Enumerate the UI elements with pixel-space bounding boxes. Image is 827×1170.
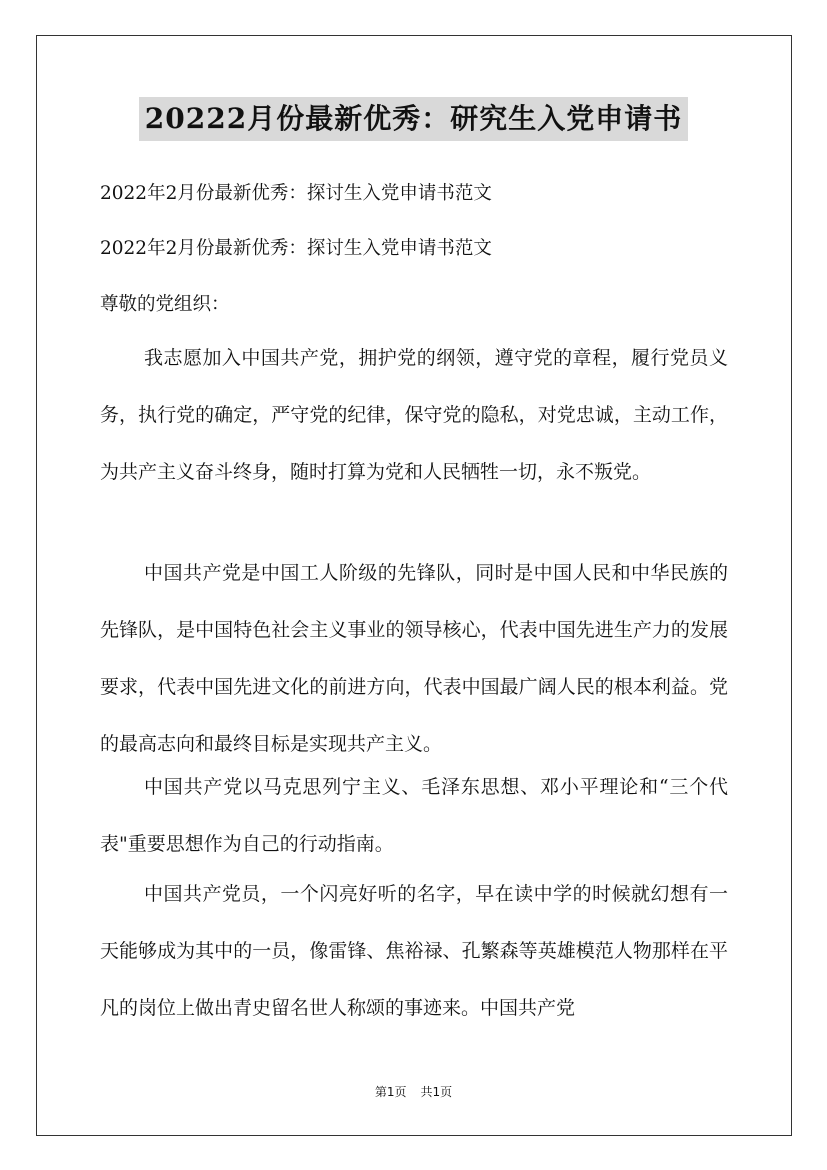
paragraph-3: 中国共产党以马克思列宁主义、毛泽东思想、邓小平理论和“三个代表"重要思想作为自己的行动指南。 <box>100 776 728 855</box>
total-pages: 共1页 <box>420 1085 453 1099</box>
subtitle-line-1: 2022年2月份最新优秀：探讨生入党申请书范文 <box>100 183 492 204</box>
paragraph-4: 中国共产党员，一个闪亮好听的名字，早在读中学的时候就幻想有一天能够成为其中的一员，像雷锋、焦裕禄、孔繁森等英雄模范人物那样在平凡的岗位上做出青史留名世人称颂的事迹来。中国共产党 <box>100 883 728 1019</box>
paragraph-2: 中国共产党是中国工人阶级的先锋队，同时是中国人民和中华民族的先锋队，是中国特色社会主义事业的领导核心，代表中国先进生产力的发展要求，代表中国先进文化的前进方向，代表中国最广阔人民的根本利益。党的最高志向和最终目标是实现共产主义。 <box>100 562 728 755</box>
salutation: 尊敬的党组织： <box>100 294 230 315</box>
page-footer <box>0 1083 827 1100</box>
title-container <box>0 97 827 141</box>
subtitle-line-2: 2022年2月份最新优秀：探讨生入党申请书范文 <box>100 238 492 259</box>
document-title: 20222月份最新优秀：研究生入党申请书 <box>139 97 688 141</box>
paragraph-1: 我志愿加入中国共产党，拥护党的纲领，遵守党的章程，履行党员义务，执行党的确定，严守党的纪律，保守党的隐私，对党忠诚，主动工作，为共产主义奋斗终身，随时打算为党和人民牺牲一切，永不叛党。 <box>100 347 728 483</box>
page-number: 第1页 <box>374 1085 407 1099</box>
